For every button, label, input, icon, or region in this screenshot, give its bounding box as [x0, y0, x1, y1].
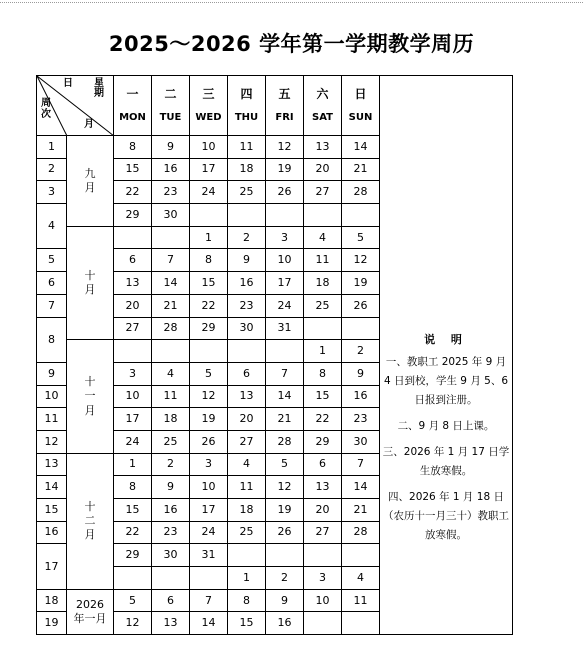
- date-cell: [266, 544, 304, 567]
- date-cell: 23: [152, 181, 190, 204]
- date-cell: 19: [342, 272, 380, 295]
- date-cell: 29: [114, 544, 152, 567]
- date-cell: 2: [228, 226, 266, 249]
- date-cell: 6: [304, 453, 342, 476]
- date-cell: 2: [342, 340, 380, 363]
- date-cell: [152, 226, 190, 249]
- day-header-thu: [228, 76, 266, 136]
- date-cell: 17: [190, 499, 228, 522]
- notes-item: 一、教职工 2025 年 9 月 4 日到校，学生 9 月 5、6 日报到注册。: [383, 355, 509, 406]
- date-cell: 8: [228, 589, 266, 612]
- notes-item: 四、2026 年 1 月 18 日（农历十一月三十）教职工放寒假。: [383, 490, 509, 541]
- date-cell: 28: [266, 430, 304, 453]
- date-cell: 28: [342, 181, 380, 204]
- week-number-cell: 13: [37, 453, 67, 476]
- day-header-en: TUE: [159, 111, 182, 123]
- date-cell: 11: [342, 589, 380, 612]
- month-label-cell: [67, 589, 114, 634]
- date-cell: 30: [342, 430, 380, 453]
- date-cell: [342, 317, 380, 340]
- date-cell: 26: [266, 181, 304, 204]
- date-cell: 10: [304, 589, 342, 612]
- date-cell: 10: [190, 476, 228, 499]
- date-cell: 1: [190, 226, 228, 249]
- date-cell: 16: [342, 385, 380, 408]
- month-label: 十月: [84, 268, 96, 296]
- date-cell: [114, 226, 152, 249]
- date-cell: 29: [114, 204, 152, 227]
- date-cell: 23: [342, 408, 380, 431]
- date-cell: [266, 340, 304, 363]
- day-header-tue: [152, 76, 190, 136]
- date-cell: 9: [152, 476, 190, 499]
- date-cell: 9: [152, 136, 190, 159]
- date-cell: 14: [342, 136, 380, 159]
- date-cell: [228, 204, 266, 227]
- date-cell: 8: [304, 362, 342, 385]
- date-cell: 3: [266, 226, 304, 249]
- date-cell: 4: [152, 362, 190, 385]
- date-cell: 28: [342, 521, 380, 544]
- date-cell: 3: [304, 567, 342, 590]
- date-cell: 5: [266, 453, 304, 476]
- date-cell: 21: [152, 294, 190, 317]
- day-header-fri: [266, 76, 304, 136]
- date-cell: 11: [228, 136, 266, 159]
- day-header-cn: 三: [202, 87, 215, 102]
- date-cell: 16: [152, 158, 190, 181]
- date-cell: 31: [190, 544, 228, 567]
- corner-week-label: 周次: [41, 98, 51, 120]
- date-cell: [266, 204, 304, 227]
- date-cell: 12: [266, 136, 304, 159]
- date-cell: 5: [114, 589, 152, 612]
- date-cell: 14: [266, 385, 304, 408]
- date-cell: 26: [266, 521, 304, 544]
- date-cell: 29: [304, 430, 342, 453]
- week-number-cell: 14: [37, 476, 67, 499]
- date-cell: 2: [152, 453, 190, 476]
- date-cell: 19: [266, 158, 304, 181]
- corner-day-label: 日: [63, 78, 73, 89]
- date-cell: 22: [190, 294, 228, 317]
- date-cell: [228, 340, 266, 363]
- top-dotted-rule: [0, 2, 583, 3]
- date-cell: 25: [228, 181, 266, 204]
- date-cell: 5: [342, 226, 380, 249]
- date-cell: 19: [266, 499, 304, 522]
- month-label: 十一月: [84, 374, 96, 417]
- date-cell: 16: [266, 612, 304, 635]
- date-cell: [190, 204, 228, 227]
- date-cell: 7: [190, 589, 228, 612]
- date-cell: 31: [266, 317, 304, 340]
- date-cell: [304, 612, 342, 635]
- date-cell: 30: [152, 204, 190, 227]
- date-cell: 26: [190, 430, 228, 453]
- date-cell: 19: [190, 408, 228, 431]
- day-header-cn: 六: [316, 87, 329, 102]
- date-cell: 1: [114, 453, 152, 476]
- date-cell: 1: [304, 340, 342, 363]
- notes-content: [380, 159, 512, 545]
- date-cell: 18: [152, 408, 190, 431]
- date-cell: 13: [304, 476, 342, 499]
- day-header-cn: 五: [278, 87, 291, 102]
- date-cell: 14: [342, 476, 380, 499]
- date-cell: 30: [152, 544, 190, 567]
- date-cell: 25: [152, 430, 190, 453]
- date-cell: 29: [190, 317, 228, 340]
- date-cell: 16: [152, 499, 190, 522]
- date-cell: 14: [152, 272, 190, 295]
- notes-panel: [380, 76, 513, 635]
- date-cell: 30: [228, 317, 266, 340]
- date-cell: 10: [190, 136, 228, 159]
- date-cell: 23: [228, 294, 266, 317]
- week-number-cell: 6: [37, 272, 67, 295]
- date-cell: [304, 317, 342, 340]
- date-cell: 18: [304, 272, 342, 295]
- date-cell: 22: [304, 408, 342, 431]
- date-cell: 11: [228, 476, 266, 499]
- week-number-cell: 1: [37, 136, 67, 159]
- page-title: 2025～2026 学年第一学期教学周历: [108, 32, 475, 56]
- date-cell: 6: [114, 249, 152, 272]
- day-header-mon: [114, 76, 152, 136]
- notes-title: 说 明: [424, 332, 468, 346]
- date-cell: 17: [266, 272, 304, 295]
- date-cell: [342, 612, 380, 635]
- date-cell: 15: [114, 499, 152, 522]
- date-cell: 24: [190, 521, 228, 544]
- date-cell: 24: [190, 181, 228, 204]
- date-cell: 12: [114, 612, 152, 635]
- date-cell: [304, 544, 342, 567]
- date-cell: [342, 544, 380, 567]
- date-cell: 27: [114, 317, 152, 340]
- date-cell: 9: [228, 249, 266, 272]
- day-header-cn: 四: [240, 87, 253, 102]
- week-number-cell: 3: [37, 181, 67, 204]
- date-cell: 4: [304, 226, 342, 249]
- date-cell: 27: [304, 521, 342, 544]
- corner-header-cell: [37, 76, 114, 136]
- date-cell: 11: [152, 385, 190, 408]
- date-cell: 21: [342, 158, 380, 181]
- date-cell: 14: [190, 612, 228, 635]
- date-cell: 7: [342, 453, 380, 476]
- date-cell: 17: [190, 158, 228, 181]
- month-label-cell: [67, 340, 114, 453]
- date-cell: 4: [342, 567, 380, 590]
- date-cell: 24: [114, 430, 152, 453]
- date-cell: 10: [266, 249, 304, 272]
- date-cell: 23: [152, 521, 190, 544]
- date-cell: 25: [304, 294, 342, 317]
- month-label-cell: [67, 226, 114, 339]
- day-header-en: SAT: [312, 111, 333, 123]
- day-header-cn: 二: [164, 87, 177, 102]
- date-cell: 27: [304, 181, 342, 204]
- day-header-cn: 日: [354, 87, 367, 102]
- week-number-cell: 18: [37, 589, 67, 612]
- date-cell: [342, 204, 380, 227]
- calendar-table: [36, 75, 513, 635]
- date-cell: 3: [190, 453, 228, 476]
- date-cell: 20: [114, 294, 152, 317]
- day-header-sun: [342, 76, 380, 136]
- date-cell: 10: [114, 385, 152, 408]
- week-number-cell: 15: [37, 499, 67, 522]
- date-cell: 18: [228, 158, 266, 181]
- day-header-en: SUN: [348, 111, 373, 123]
- date-cell: 28: [152, 317, 190, 340]
- date-cell: 20: [228, 408, 266, 431]
- date-cell: 15: [190, 272, 228, 295]
- date-cell: [304, 204, 342, 227]
- week-number-cell: 12: [37, 430, 67, 453]
- month-label: 十二月: [84, 499, 96, 542]
- date-cell: 2: [266, 567, 304, 590]
- date-cell: 12: [190, 385, 228, 408]
- date-cell: [114, 340, 152, 363]
- date-cell: 13: [152, 612, 190, 635]
- date-cell: [228, 544, 266, 567]
- date-cell: 8: [114, 476, 152, 499]
- day-header-cn: 一: [126, 87, 139, 102]
- date-cell: 13: [114, 272, 152, 295]
- date-cell: [152, 567, 190, 590]
- month-label: 九月: [84, 166, 96, 194]
- date-cell: 15: [304, 385, 342, 408]
- date-cell: 13: [304, 136, 342, 159]
- date-cell: 22: [114, 521, 152, 544]
- date-cell: 15: [228, 612, 266, 635]
- date-cell: 8: [190, 249, 228, 272]
- week-number-cell: 16: [37, 521, 67, 544]
- date-cell: 12: [342, 249, 380, 272]
- date-cell: 5: [190, 362, 228, 385]
- date-cell: 27: [228, 430, 266, 453]
- date-cell: 22: [114, 181, 152, 204]
- date-cell: 7: [266, 362, 304, 385]
- date-cell: [114, 567, 152, 590]
- date-cell: 21: [342, 499, 380, 522]
- week-number-cell: 2: [37, 158, 67, 181]
- week-number-cell: 17: [37, 544, 67, 589]
- month-label-cell: [67, 453, 114, 589]
- date-cell: [190, 567, 228, 590]
- month-label: 2026 年一月: [73, 597, 107, 625]
- day-header-en: FRI: [275, 111, 294, 123]
- day-header-en: MON: [119, 111, 146, 123]
- day-header-sat: [304, 76, 342, 136]
- date-cell: 12: [266, 476, 304, 499]
- date-cell: 18: [228, 499, 266, 522]
- notes-item: 二、9 月 8 日上课。: [397, 419, 495, 432]
- day-header-en: WED: [195, 111, 222, 123]
- week-number-cell: 19: [37, 612, 67, 635]
- date-cell: [152, 340, 190, 363]
- week-number-cell: 10: [37, 385, 67, 408]
- week-number-cell: 11: [37, 408, 67, 431]
- week-number-cell: 5: [37, 249, 67, 272]
- date-cell: [190, 340, 228, 363]
- week-number-cell: 7: [37, 294, 67, 317]
- day-header-en: THU: [234, 111, 259, 123]
- date-cell: 11: [304, 249, 342, 272]
- corner-weekday-label: 星期: [94, 78, 104, 99]
- month-label-cell: [67, 136, 114, 227]
- date-cell: 1: [228, 567, 266, 590]
- date-cell: 9: [266, 589, 304, 612]
- corner-month-label: 月: [84, 119, 94, 130]
- week-number-cell: 4: [37, 204, 67, 249]
- date-cell: 7: [152, 249, 190, 272]
- date-cell: 8: [114, 136, 152, 159]
- notes-item: 三、2026 年 1 月 17 日学生放寒假。: [382, 445, 510, 477]
- date-cell: 20: [304, 499, 342, 522]
- date-cell: 16: [228, 272, 266, 295]
- date-cell: 4: [228, 453, 266, 476]
- date-cell: 21: [266, 408, 304, 431]
- date-cell: 9: [342, 362, 380, 385]
- date-cell: 25: [228, 521, 266, 544]
- date-cell: 26: [342, 294, 380, 317]
- date-cell: 13: [228, 385, 266, 408]
- day-header-wed: [190, 76, 228, 136]
- date-cell: 6: [152, 589, 190, 612]
- date-cell: 3: [114, 362, 152, 385]
- date-cell: 15: [114, 158, 152, 181]
- date-cell: 24: [266, 294, 304, 317]
- week-number-cell: 9: [37, 362, 67, 385]
- date-cell: 6: [228, 362, 266, 385]
- date-cell: 20: [304, 158, 342, 181]
- date-cell: 17: [114, 408, 152, 431]
- week-number-cell: 8: [37, 317, 67, 362]
